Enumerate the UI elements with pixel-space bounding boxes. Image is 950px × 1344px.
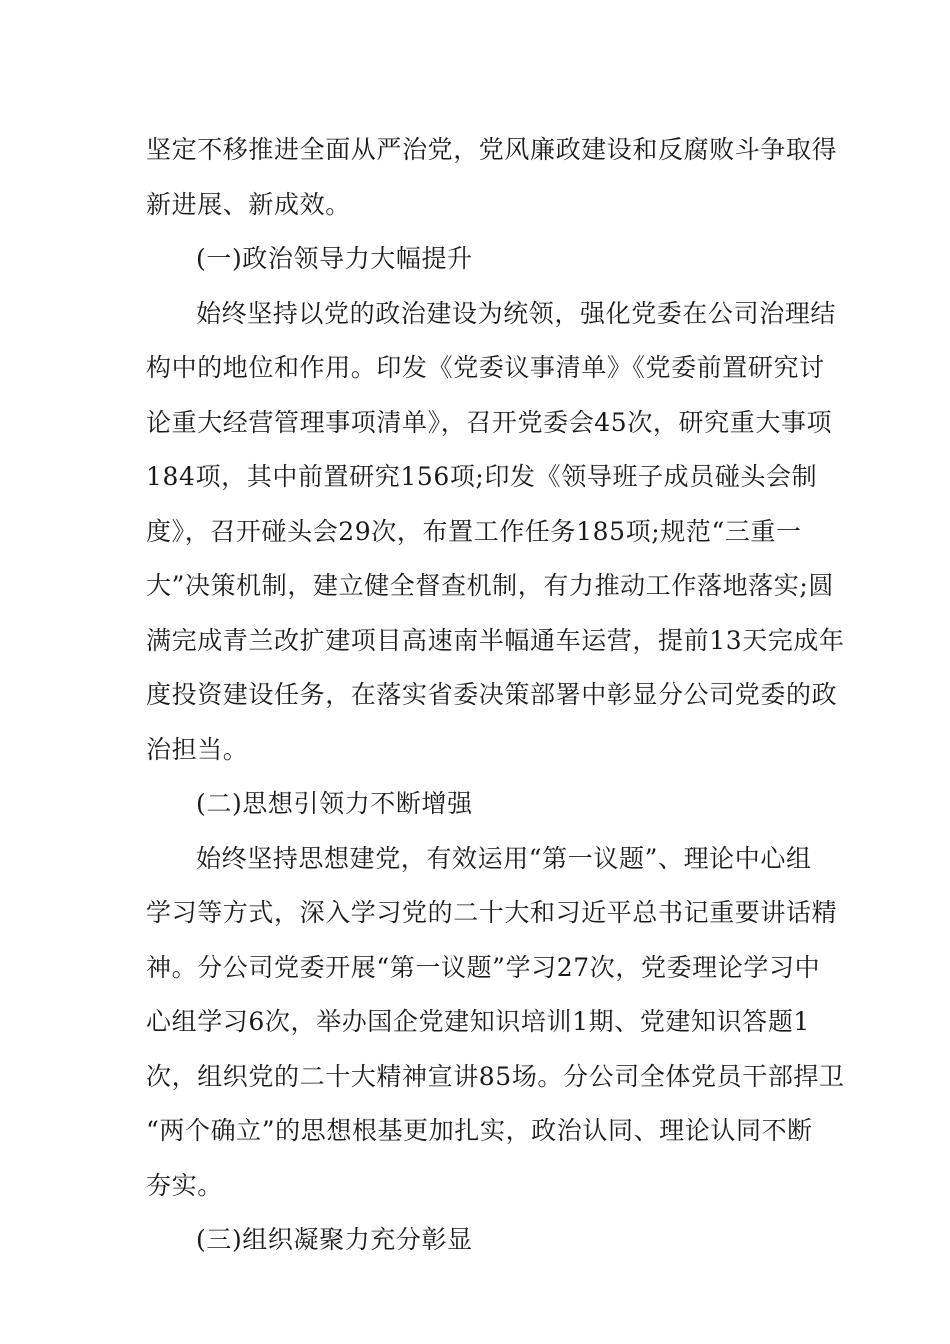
text-line: 构中的地位和作用。印发《党委议事清单》《党委前置研究讨 [146, 353, 825, 382]
text-line: 度》，召开碰头会29次，布置工作任务185项;规范“三重一 [146, 516, 802, 546]
text-line: 始终坚持思想建党，有效运用“第一议题”、理论中心组 [196, 843, 812, 873]
section-heading-2: (二)思想引领力不断增强 [196, 789, 473, 818]
text-line: 新进展、新成效。 [146, 189, 351, 219]
document-page [146, 128, 845, 1273]
text-line: 大”决策机制，建立健全督查机制，有力推动工作落地落实;圆 [146, 571, 835, 600]
text-line: 论重大经营管理事项清单》，召开党委会45次，研究重大事项 [146, 407, 833, 437]
text-line: 次，组织党的二十大精神宣讲85场。分公司全体党员干部捍卫 [146, 1061, 845, 1091]
section-heading-3: (三)组织凝聚力充分彰显 [196, 1225, 473, 1254]
text-line: 始终坚持以党的政治建设为统领，强化党委在公司治理结 [196, 298, 837, 328]
section-heading-1: (一)政治领导力大幅提升 [196, 244, 473, 273]
text-line: 治担当。 [146, 734, 249, 764]
text-line: 184项，其中前置研究156项;印发《领导班子成员碰头会制 [146, 462, 818, 491]
text-line: 满完成青兰改扩建项目高速南半幅通车运营，提前13天完成年 [146, 625, 845, 655]
text-line: 度投资建设任务，在落实省委决策部署中彰显分公司党委的政 [146, 680, 838, 709]
text-line: 学习等方式，深入学习党的二十大和习近平总书记重要讲话精 [146, 898, 838, 927]
text-line: 夯实。 [146, 1170, 223, 1200]
text-line: 神。分公司党委开展“第一议题”学习27次，党委理论学习中 [146, 952, 821, 982]
text-line: 坚定不移推进全面从严治党，党风廉政建设和反腐败斗争取得 [146, 135, 838, 164]
text-line: “两个确立”的思想根基更加扎实，政治认同、理论认同不断 [146, 1116, 813, 1145]
text-line: 心组学习6次，举办国企党建知识培训1期、党建知识答题1 [146, 1007, 810, 1036]
